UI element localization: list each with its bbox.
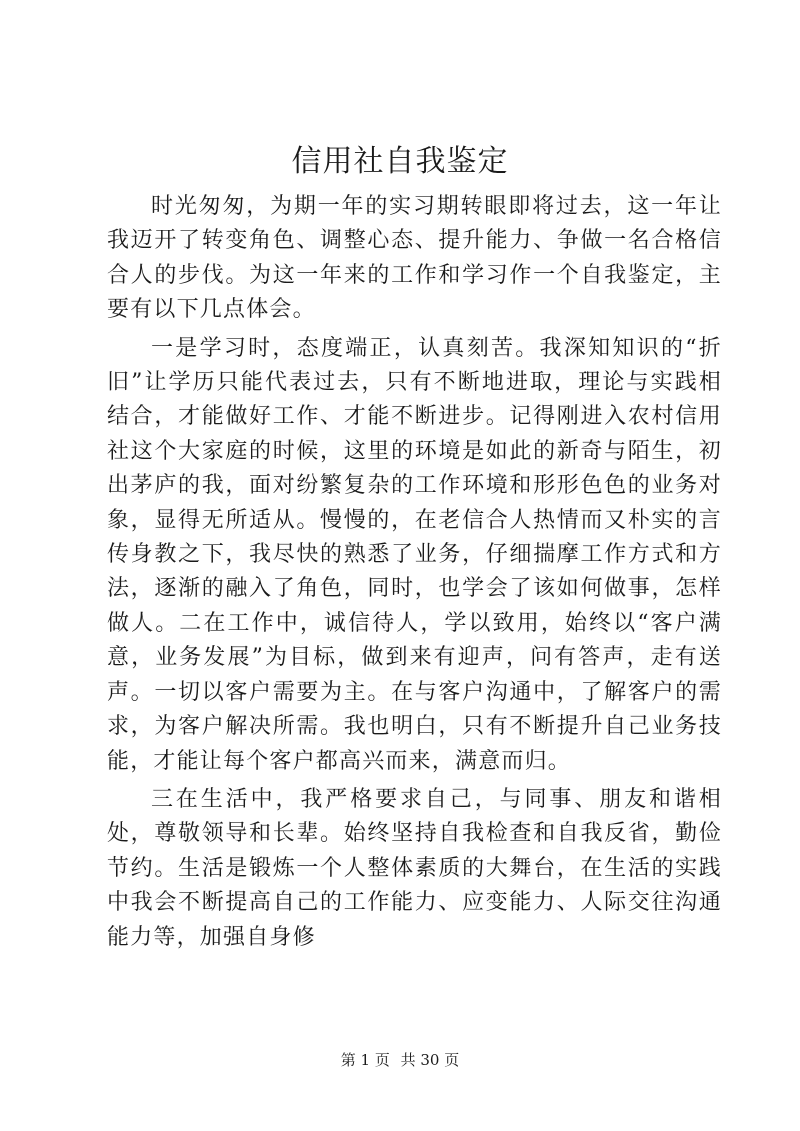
paragraph-intro: 时光匆匆，为期一年的实习期转眼即将过去，这一年让我迈开了转变角色、调整心态、提升能力、争做一名合格信合人的步伐。为这一年来的工作和学习作一个自我鉴定，主要有以下几点体会。 [107,194,722,323]
paragraph-study-and-work: 一是学习时，态度端正，认真刻苦。我深知知识的“折旧”让学历只能代表过去，只有不断地进取，理论与实践相结合，才能做好工作、才能不断进步。记得刚进入农村信用社这个大家庭的时候，这里的环境是如此的新奇与陌生，初出茅庐的我，面对纷繁复杂的工作环境和形形色色的业务对象，显得无所适从。慢慢的，在老信合人热情而又朴实的言传身教之下，我尽快的熟悉了业务，仔细揣摩工作方式和方法，逐渐的融入了角色，同时，也学会了该如何做事，怎样做人。二在工作中，诚信待人，学以致用，始终以“客户满意，业务发展”为目标，做到来有迎声，问有答声，走有送声。一切以客户需要为主。在与客户沟通中，了解客户的需求，为客户解决所需。我也明白，只有不断提升自己业务技能，才能让每个客户都高兴而来，满意而归。 [107,335,722,774]
page-footer [0,1050,800,1070]
document-body [107,190,722,959]
page-number: 第 1 页 [340,1051,390,1069]
page-total: 共 30 页 [400,1051,460,1069]
document-title: 信用社自我鉴定 [291,144,509,179]
paragraph-life: 三在生活中，我严格要求自己，与同事、朋友和谐相处，尊敬领导和长辈。始终坚持自我检查和自我反省，勤俭节约。生活是锻炼一个人整体素质的大舞台，在生活的实践中我会不断提高自己的工作能力、应变能力、人际交往沟通能力等，加强自身修 [107,786,722,950]
